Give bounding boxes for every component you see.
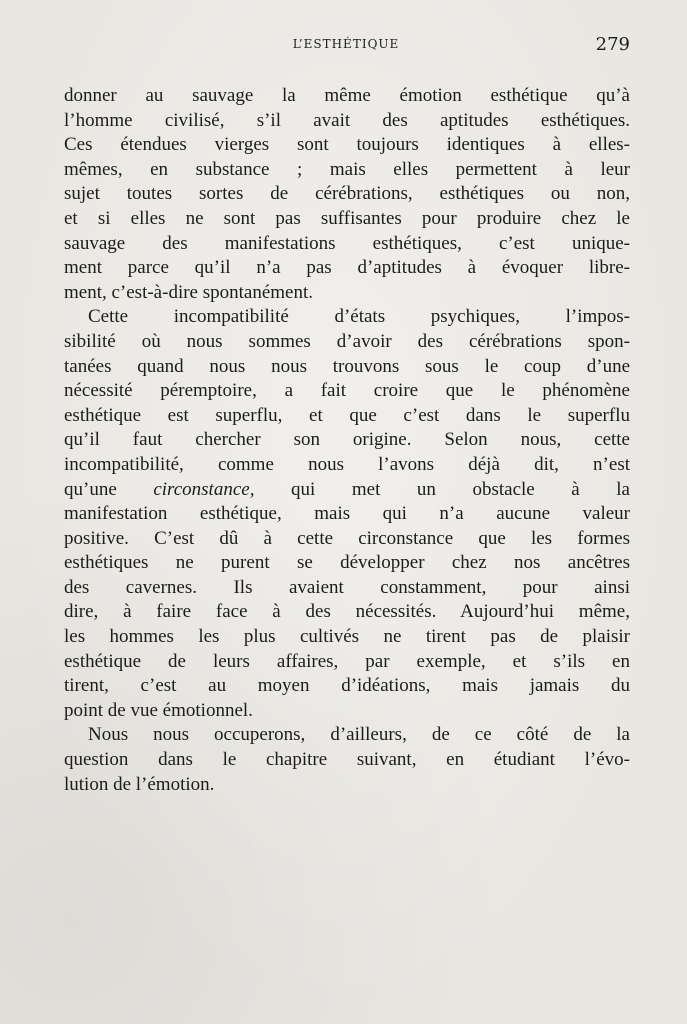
text-line: positive. C’est dû à cette circonstance que les formes [64, 527, 630, 549]
text-line: manifestation esthétique, mais qui n’a aucune valeur [64, 503, 630, 525]
running-title: L’ESTHÉTIQUE [292, 37, 400, 51]
text-line: tirent, c’est au moyen d’idéations, mais jamais du [64, 675, 630, 697]
text-segment: qui met un obstacle à la [291, 478, 630, 500]
text-line: sujet toutes sortes de cérébrations, esthétiques ou non, [64, 183, 630, 205]
paragraph-1 [64, 84, 630, 305]
text-line: lution de l’émotion. [64, 773, 215, 795]
text-line: question dans le chapitre suivant, en étudiant l’évo- [64, 749, 630, 771]
text-line: sibilité où nous sommes d’avoir des cérébrations spon- [64, 330, 630, 352]
body-text [64, 84, 630, 797]
text-line: donner au sauvage la même émotion esthétique qu’à [64, 85, 630, 106]
text-line: point de vue émotionnel. [64, 699, 253, 721]
text-line: sauvage des manifestations esthétiques, c’est unique- [64, 232, 630, 254]
page-number: 279 [595, 34, 630, 55]
text-line: esthétique de leurs affaires, par exemple, et s’ils en [64, 650, 630, 672]
text-line: qu’il faut chercher son origine. Selon nous, cette [64, 429, 630, 451]
text-line: mêmes, en substance ; mais elles permettent à leur [64, 158, 630, 180]
paragraph-3 [64, 723, 630, 797]
text-line: tanées quand nous nous trouvons sous le coup d’une [64, 355, 630, 377]
text-line: Cette incompatibilité d’états psychiques, l’impos- [88, 306, 630, 328]
text-line: ment parce qu’il n’a pas d’aptitudes à évoquer libre- [64, 257, 630, 279]
text-line: Ces étendues vierges sont toujours identiques à elles- [64, 134, 630, 156]
text-line: incompatibilité, comme nous l’avons déjà dit, n’est [64, 453, 630, 475]
text-line: dire, à faire face à des nécessités. Aujourd’hui même, [64, 601, 630, 623]
text-segment: qu’une [64, 478, 117, 500]
text-line-with-italic [64, 478, 630, 503]
text-line: nécessité péremptoire, a fait croire que le phénomène [64, 380, 630, 402]
text-line: l’homme civilisé, s’il avait des aptitudes esthétiques. [64, 109, 630, 131]
text-line: Nous nous occuperons, d’ailleurs, de ce côté de la [88, 724, 630, 746]
text-line: esthétique est superflu, et que c’est dans le superflu [64, 404, 630, 426]
text-line: ment, c’est-à-dire spontanément. [64, 281, 314, 303]
text-line: esthétiques ne purent se développer chez nos ancêtres [64, 552, 630, 574]
text-line: et si elles ne sont pas suffisantes pour produire chez le [64, 207, 630, 229]
text-line: des cavernes. Ils avaient constamment, pour ainsi [64, 576, 630, 598]
running-head [62, 34, 630, 54]
paragraph-2 [64, 305, 630, 723]
italic-term: circonstance, [153, 478, 255, 500]
text-line: les hommes les plus cultivés ne tirent pas de plaisir [64, 626, 630, 648]
